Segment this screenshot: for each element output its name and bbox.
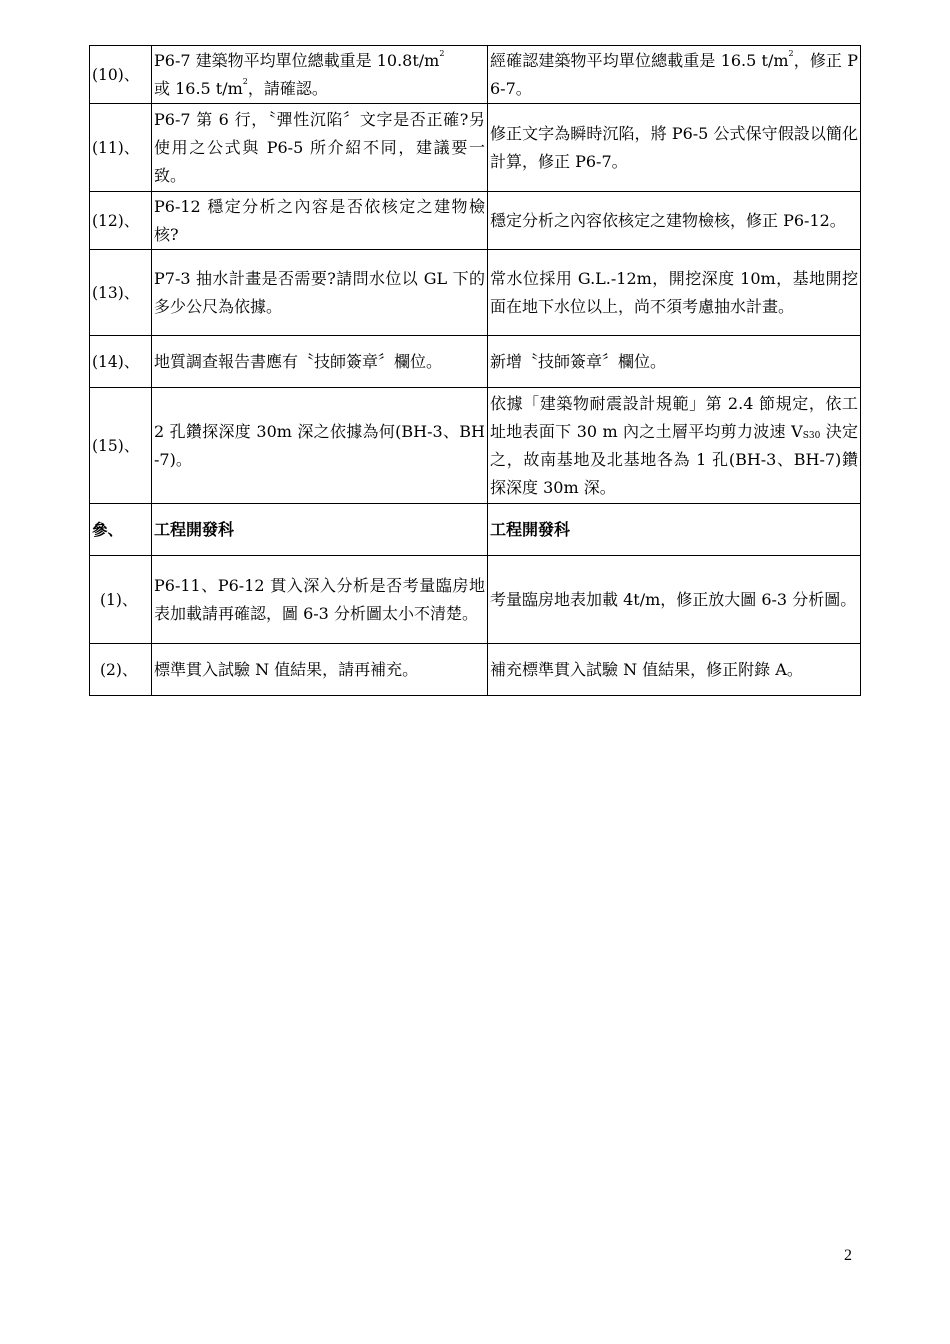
item-number: (15)、 xyxy=(90,388,152,504)
review-response: 依據「建築物耐震設計規範」第 2.4 節規定，依工址地表面下 30 m 內之土層平均剪力波速 $V_{S30}$ 決定之，故南基地及北基地各為 1 孔(BH-3、BH-7)鑽探深度 30m 深。 xyxy=(488,388,861,504)
review-question: P6-7 建築物平均單位總載重是 $10.8t/m^2$ 或 16.5 $t/m^2$，請確認。 xyxy=(152,46,488,104)
review-response: 穩定分析之內容依核定之建物檢核，修正 P6-12。 xyxy=(488,192,861,250)
item-number: (1)、 xyxy=(90,556,152,644)
review-question: P6-11、P6-12 貫入深入分析是否考量臨房地表加載請再確認，圖 6-3 分析圖太小不清楚。 xyxy=(152,556,488,644)
table-row xyxy=(90,556,861,644)
table-row xyxy=(90,46,861,104)
review-response: 常水位採用 G.L.-12m，開挖深度 10m，基地開挖面在地下水位以上，尚不須考慮抽水計畫。 xyxy=(488,250,861,336)
review-question: P6-7 第 6 行，〝彈性沉陷〞文字是否正確?另使用之公式與 P6-5 所介紹不同，建議要一致。 xyxy=(152,104,488,192)
section-response-header: 工程開發科 xyxy=(488,504,861,556)
review-comments-table xyxy=(89,45,861,696)
item-number: (14)、 xyxy=(90,336,152,388)
review-response: 修正文字為瞬時沉陷，將 P6-5 公式保守假設以簡化計算，修正 P6-7。 xyxy=(488,104,861,192)
table-row xyxy=(90,104,861,192)
table-row xyxy=(90,250,861,336)
item-number: (13)、 xyxy=(90,250,152,336)
review-response: 考量臨房地表加載 4t/m，修正放大圖 6-3 分析圖。 xyxy=(488,556,861,644)
item-number: (10)、 xyxy=(90,46,152,104)
item-number: (12)、 xyxy=(90,192,152,250)
review-question: 地質調查報告書應有〝技師簽章〞欄位。 xyxy=(152,336,488,388)
review-question: 標準貫入試驗 N 值結果，請再補充。 xyxy=(152,644,488,696)
section-number: 參、 xyxy=(90,504,152,556)
section-question-header: 工程開發科 xyxy=(152,504,488,556)
item-number: (11)、 xyxy=(90,104,152,192)
section-header-row xyxy=(90,504,861,556)
review-question: 2 孔鑽探深度 30m 深之依據為何(BH-3、BH-7)。 xyxy=(152,388,488,504)
item-number: (2)、 xyxy=(90,644,152,696)
table-row xyxy=(90,336,861,388)
review-response: 經確認建築物平均單位總載重是 16.5 $t/m^2$，修正 P6-7。 xyxy=(488,46,861,104)
table-row xyxy=(90,644,861,696)
table-row xyxy=(90,388,861,504)
review-question: P7-3 抽水計畫是否需要?請問水位以 GL 下的多少公尺為依據。 xyxy=(152,250,488,336)
review-question: P6-12 穩定分析之內容是否依核定之建物檢核? xyxy=(152,192,488,250)
page-number: 2 xyxy=(844,1247,852,1264)
review-response: 新增〝技師簽章〞欄位。 xyxy=(488,336,861,388)
table-row xyxy=(90,192,861,250)
review-response: 補充標準貫入試驗 N 值結果，修正附錄 A。 xyxy=(488,644,861,696)
